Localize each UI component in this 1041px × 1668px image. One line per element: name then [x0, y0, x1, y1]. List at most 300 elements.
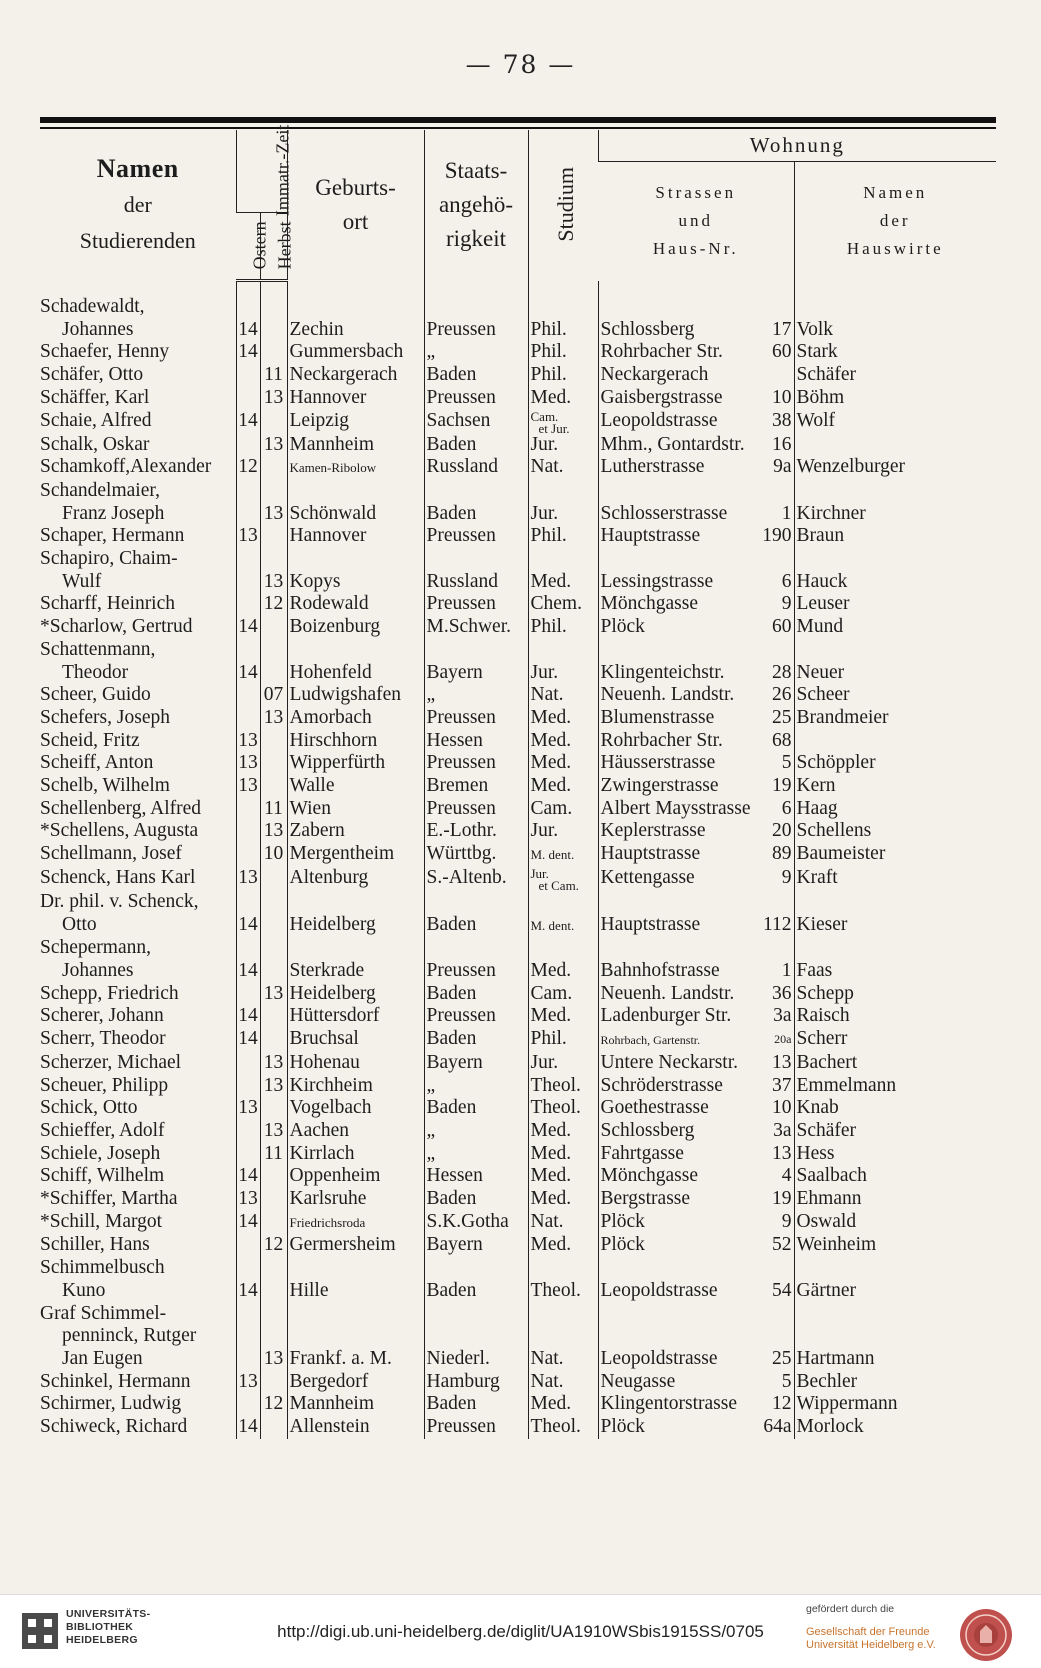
street-name: Rohrbacher Str. — [600, 729, 723, 751]
student-name-text: Schepp, Friedrich — [40, 982, 179, 1004]
student-name-text: Schenck, Hans Karl — [40, 866, 196, 888]
immatr-herbst — [260, 662, 287, 685]
nationality — [424, 319, 528, 342]
nationality — [424, 937, 528, 960]
immatr-ostern-text: 14 — [238, 1165, 258, 1187]
nationality — [424, 503, 528, 526]
field-of-study-text: Jur. — [530, 820, 559, 842]
table-row — [40, 503, 996, 526]
sponsor-caption: gefördert durch die — [806, 1603, 895, 1615]
street-address — [598, 434, 794, 457]
field-of-study-text: Med. — [530, 570, 572, 592]
birthplace-text: Bergedorf — [289, 1370, 369, 1392]
header-staats-3: rigkeit — [445, 226, 507, 252]
landlord-text: Braun — [796, 525, 845, 547]
nationality-text: Baden — [426, 433, 477, 455]
landlord — [794, 867, 996, 891]
landlord-text: Schäfer — [796, 1119, 857, 1141]
immatr-herbst — [260, 1211, 287, 1235]
immatr-herbst — [260, 983, 287, 1006]
nationality-text: Preussen — [426, 752, 496, 774]
nationality — [424, 730, 528, 753]
field-of-study-text: Med. — [530, 729, 572, 751]
field-of-study — [528, 593, 598, 616]
immatr-herbst-text: 11 — [264, 364, 283, 386]
birthplace-text: Heidelberg — [289, 913, 376, 935]
landlord — [794, 571, 996, 594]
field-of-study-text: Cam. — [530, 982, 573, 1004]
immatr-ostern-text: 14 — [238, 1210, 258, 1232]
birthplace — [287, 525, 424, 548]
student-name-text: *Schellens, Augusta — [40, 820, 199, 842]
immatr-herbst-text: 11 — [264, 1142, 283, 1164]
field-of-study — [528, 1028, 598, 1052]
birthplace — [287, 1371, 424, 1394]
birthplace — [287, 1325, 424, 1348]
nationality-text: „ — [426, 1142, 436, 1164]
table-row — [40, 684, 996, 707]
header-immatr-zeit — [236, 124, 292, 217]
table-row — [40, 1348, 996, 1371]
field-of-study — [528, 480, 598, 503]
immatr-herbst-text: 11 — [264, 797, 283, 819]
field-of-study — [528, 456, 598, 480]
house-number: 89 — [772, 843, 792, 865]
field-of-study — [528, 1097, 598, 1120]
student-name — [40, 1211, 236, 1235]
street-address — [598, 1234, 794, 1257]
student-name-text: Johannes — [62, 959, 134, 981]
landlord — [794, 1303, 996, 1326]
header-strassen-1: Strassen — [655, 183, 737, 203]
field-of-study-text: Phil. — [530, 341, 567, 363]
table-row — [40, 593, 996, 616]
immatr-ostern — [236, 1188, 260, 1211]
student-name — [40, 662, 236, 685]
header-immatr-zeit-label: Immatr.-Zeit — [271, 124, 292, 217]
nationality — [424, 548, 528, 571]
source-url-link[interactable]: http://digi.ub.uni-heidelberg.de/diglit/UA1910WSbis1915SS/0705 — [277, 1622, 764, 1641]
birthplace — [287, 1165, 424, 1188]
field-of-study-text: Med. — [530, 1165, 572, 1187]
table-row — [40, 867, 996, 891]
landlord-text: Wenzelburger — [796, 456, 906, 478]
immatr-ostern-text: 13 — [238, 1097, 258, 1119]
street-address — [598, 1303, 794, 1326]
immatr-herbst — [260, 1325, 287, 1348]
street-name: Keplerstrasse — [600, 820, 706, 842]
house-number: 10 — [772, 386, 792, 408]
nationality-text: Bremen — [426, 775, 489, 797]
landlord-text: Weinheim — [796, 1234, 877, 1256]
student-name-text: Schandelmaier, — [40, 479, 160, 501]
birthplace-text: Friedrichsroda — [289, 1214, 366, 1230]
nationality — [424, 1143, 528, 1166]
immatr-ostern-text: 14 — [238, 1028, 258, 1050]
landlord-text: Schöppler — [796, 752, 876, 774]
house-number: 4 — [781, 1165, 792, 1187]
field-of-study — [528, 1052, 598, 1075]
student-name-text: Scherzer, Michael — [40, 1051, 182, 1073]
immatr-herbst — [260, 296, 287, 319]
table-row — [40, 752, 996, 775]
field-of-study — [528, 1188, 598, 1211]
nationality-text: Baden — [426, 1097, 477, 1119]
student-name-text: Schellmann, Josef — [40, 843, 182, 865]
birthplace — [287, 387, 424, 410]
street-address — [598, 387, 794, 410]
landlord — [794, 1005, 996, 1028]
landlord — [794, 775, 996, 798]
birthplace — [287, 1097, 424, 1120]
immatr-herbst — [260, 843, 287, 867]
immatr-herbst — [260, 891, 287, 914]
landlord — [794, 1371, 996, 1394]
birthplace-text: Hille — [289, 1279, 329, 1301]
field-of-study-text: Phil. — [530, 364, 567, 386]
landlord-text: Baumeister — [796, 843, 886, 865]
field-of-study — [528, 983, 598, 1006]
birthplace-text: Amorbach — [289, 706, 372, 728]
immatr-ostern — [236, 639, 260, 662]
nationality-text: Bayern — [426, 661, 483, 683]
landlord-text: Schellens — [796, 820, 872, 842]
birthplace — [287, 983, 424, 1006]
street-name: Plöck — [600, 1210, 645, 1232]
nationality-text: Preussen — [426, 386, 496, 408]
nationality — [424, 1234, 528, 1257]
table-row — [40, 456, 996, 480]
landlord — [794, 1052, 996, 1075]
header-wohnung: Wohnung — [598, 130, 996, 162]
student-name-text: Schirmer, Ludwig — [40, 1393, 182, 1415]
field-of-study-text: Phil. — [530, 616, 567, 638]
immatr-ostern — [236, 1120, 260, 1143]
student-name-text: Schaper, Hermann — [40, 525, 185, 547]
student-name-text: Scherer, Johann — [40, 1005, 164, 1027]
landlord — [794, 937, 996, 960]
immatr-ostern — [236, 960, 260, 983]
library-line-1: UNIVERSITÄTS- — [66, 1608, 151, 1620]
student-name-text: Wulf — [62, 570, 102, 592]
landlord — [794, 1188, 996, 1211]
birthplace-text: Bruchsal — [289, 1028, 359, 1050]
student-name-text: Schiller, Hans — [40, 1234, 150, 1256]
field-of-study-text: Cam. — [530, 409, 559, 424]
immatr-herbst — [260, 1165, 287, 1188]
birthplace-text: Allenstein — [289, 1416, 370, 1438]
landlord-text: Saalbach — [796, 1165, 867, 1187]
immatr-ostern — [236, 752, 260, 775]
field-of-study — [528, 1303, 598, 1326]
student-name-text: Schiff, Wilhelm — [40, 1165, 165, 1187]
immatr-ostern-text: 14 — [238, 1416, 258, 1438]
field-of-study — [528, 707, 598, 730]
house-number: 190 — [762, 525, 792, 547]
table-row — [40, 616, 996, 639]
immatr-herbst-text: 13 — [263, 1051, 284, 1073]
field-of-study — [528, 525, 598, 548]
table-row — [40, 1005, 996, 1028]
nationality-text: Hessen — [426, 1165, 483, 1187]
table-row — [40, 1280, 996, 1303]
table-row — [40, 730, 996, 753]
field-of-study — [528, 616, 598, 639]
table-row — [40, 1393, 996, 1416]
birthplace — [287, 1303, 424, 1326]
house-number: 13 — [772, 1142, 792, 1164]
immatr-ostern-text: 13 — [238, 1370, 258, 1392]
table-row — [40, 1165, 996, 1188]
nationality — [424, 960, 528, 983]
landlord-text: Mund — [796, 616, 844, 638]
street-name: Hauptstrasse — [600, 843, 701, 865]
street-name: Mönchgasse — [600, 1165, 698, 1187]
student-name-text: Franz Joseph — [62, 502, 165, 524]
header-namen-title: Namen — [96, 154, 179, 184]
house-number: 10 — [772, 1097, 792, 1119]
nationality — [424, 639, 528, 662]
field-of-study — [528, 1325, 598, 1348]
student-name — [40, 387, 236, 410]
landlord-text: Haag — [796, 797, 838, 819]
birthplace — [287, 571, 424, 594]
landlord — [794, 1280, 996, 1303]
nationality — [424, 1257, 528, 1280]
student-name — [40, 1348, 236, 1371]
student-name — [40, 593, 236, 616]
student-name — [40, 914, 236, 938]
university-seal-icon — [958, 1607, 1014, 1663]
street-address — [598, 1325, 794, 1348]
student-name-text: Schäffer, Karl — [40, 386, 150, 408]
table-row — [40, 1097, 996, 1120]
nationality — [424, 1211, 528, 1235]
nationality — [424, 798, 528, 821]
nationality-text: Preussen — [426, 706, 496, 728]
immatr-ostern-text: 13 — [238, 775, 258, 797]
header-ostern-label: Ostern — [249, 221, 270, 270]
field-of-study-line2: et Jur. — [538, 420, 570, 434]
immatr-ostern — [236, 410, 260, 434]
street-address — [598, 364, 794, 387]
field-of-study — [528, 639, 598, 662]
field-of-study — [528, 1371, 598, 1394]
nationality — [424, 1393, 528, 1416]
student-name — [40, 1257, 236, 1280]
birthplace-text: Kamen-Ribolow — [289, 460, 377, 476]
street-name: Fahrtgasse — [600, 1142, 684, 1164]
landlord-text: Bechler — [796, 1370, 858, 1392]
landlord — [794, 639, 996, 662]
landlord-text: Leuser — [796, 593, 850, 615]
field-of-study — [528, 798, 598, 821]
landlord — [794, 983, 996, 1006]
immatr-herbst-text: 07 — [263, 684, 284, 706]
field-of-study-text: Theol. — [530, 1097, 581, 1119]
birthplace-text: Leipzig — [289, 409, 350, 431]
street-address — [598, 1348, 794, 1371]
field-of-study-text: Med. — [530, 1234, 572, 1256]
field-of-study-line2: et Cam. — [538, 877, 579, 891]
immatr-herbst-text: 13 — [263, 502, 284, 524]
immatr-ostern — [236, 525, 260, 548]
street-name: Schlossberg — [600, 318, 695, 340]
immatr-herbst — [260, 960, 287, 983]
landlord-text: Stark — [796, 341, 838, 363]
immatr-ostern — [236, 1143, 260, 1166]
landlord — [794, 434, 996, 457]
table-row — [40, 1416, 996, 1439]
immatr-herbst — [260, 616, 287, 639]
table-row — [40, 1325, 996, 1348]
header-namen-studierenden: Studierenden — [79, 228, 196, 254]
nationality — [424, 1348, 528, 1371]
immatr-ostern — [236, 341, 260, 364]
nationality-text: Preussen — [426, 593, 496, 615]
street-address — [598, 707, 794, 730]
student-name-text: Scheuer, Philipp — [40, 1074, 169, 1096]
immatr-ostern — [236, 843, 260, 867]
street-address — [598, 1120, 794, 1143]
student-name — [40, 1005, 236, 1028]
table-row — [40, 296, 996, 319]
immatr-ostern-text: 14 — [238, 616, 258, 638]
street-address — [598, 843, 794, 867]
table-row — [40, 1143, 996, 1166]
field-of-study-text: Jur. — [530, 1051, 559, 1073]
house-number: 25 — [772, 1347, 792, 1369]
house-number: 9 — [781, 866, 792, 888]
immatr-herbst — [260, 1416, 287, 1439]
student-name-text: Schadewaldt, — [40, 296, 145, 317]
nationality-text: Hamburg — [426, 1370, 500, 1392]
student-name — [40, 1052, 236, 1075]
table-row — [40, 525, 996, 548]
street-address — [598, 1416, 794, 1439]
birthplace-text: Oppenheim — [289, 1165, 381, 1187]
immatr-ostern — [236, 319, 260, 342]
street-name: Schröderstrasse — [600, 1074, 723, 1096]
landlord — [794, 1325, 996, 1348]
student-name-text: Schepermann, — [40, 937, 152, 959]
birthplace — [287, 503, 424, 526]
birthplace — [287, 1028, 424, 1052]
birthplace-text: Sterkrade — [289, 959, 365, 981]
immatr-ostern — [236, 387, 260, 410]
street-address — [598, 891, 794, 914]
immatr-herbst — [260, 1120, 287, 1143]
birthplace — [287, 843, 424, 867]
header-strassen — [598, 162, 794, 281]
immatr-herbst-text: 13 — [263, 706, 284, 728]
student-name-text: Theodor — [62, 661, 129, 683]
house-number: 60 — [772, 616, 792, 638]
immatr-ostern — [236, 1075, 260, 1098]
header-geburtsort-2: ort — [342, 209, 369, 235]
landlord-text: Scheer — [796, 684, 850, 706]
field-of-study-text: Med. — [530, 706, 572, 728]
student-name — [40, 798, 236, 821]
field-of-study-text: Nat. — [530, 1347, 564, 1369]
landlord — [794, 1348, 996, 1371]
immatr-ostern-text: 14 — [238, 661, 258, 683]
field-of-study-text: Med. — [530, 1393, 572, 1415]
birthplace — [287, 364, 424, 387]
header-studium — [528, 130, 598, 281]
house-number: 13 — [772, 1051, 792, 1073]
birthplace — [287, 914, 424, 938]
birthplace-text: Mergentheim — [289, 843, 395, 865]
landlord — [794, 662, 996, 685]
house-number: 16 — [772, 433, 792, 455]
street-name: Mhm., Gontardstr. — [600, 433, 745, 455]
street-name: Neuenh. Landstr. — [600, 982, 735, 1004]
birthplace — [287, 1234, 424, 1257]
nationality — [424, 707, 528, 730]
street-address — [598, 1097, 794, 1120]
student-name — [40, 571, 236, 594]
birthplace-text: Hohenau — [289, 1051, 360, 1073]
house-number: 1 — [781, 959, 792, 981]
field-of-study-text: Jur. — [530, 661, 559, 683]
immatr-herbst — [260, 503, 287, 526]
house-number: 37 — [772, 1074, 792, 1096]
landlord-text: Volk — [796, 318, 833, 340]
header-staats-1: Staats- — [444, 158, 508, 184]
field-of-study — [528, 684, 598, 707]
immatr-ostern-text: 14 — [238, 913, 258, 935]
field-of-study — [528, 662, 598, 685]
street-address — [598, 548, 794, 571]
immatr-herbst — [260, 1097, 287, 1120]
street-name: Klingenteichstr. — [600, 661, 725, 683]
immatr-ostern — [236, 775, 260, 798]
student-name — [40, 319, 236, 342]
field-of-study — [528, 775, 598, 798]
student-name-text: *Scharlow, Gertrud — [40, 616, 193, 638]
student-name — [40, 1303, 236, 1326]
landlord — [794, 410, 996, 434]
student-name-text: Schalk, Oskar — [40, 433, 150, 455]
nationality-text: „ — [426, 1119, 436, 1141]
immatr-ostern — [236, 707, 260, 730]
table-row — [40, 983, 996, 1006]
nationality — [424, 1120, 528, 1143]
nationality-text: Russland — [426, 456, 499, 478]
birthplace — [287, 752, 424, 775]
house-number: 5 — [781, 1370, 792, 1392]
field-of-study-text: Nat. — [530, 1370, 564, 1392]
table-row — [40, 707, 996, 730]
student-name — [40, 843, 236, 867]
birthplace — [287, 1257, 424, 1280]
house-number: 25 — [772, 706, 792, 728]
birthplace-text: Kirchheim — [289, 1074, 373, 1096]
street-address — [598, 1165, 794, 1188]
landlord-text: Bachert — [796, 1051, 858, 1073]
landlord-text: Knab — [796, 1097, 839, 1119]
table-row — [40, 914, 996, 938]
student-name — [40, 937, 236, 960]
immatr-herbst — [260, 684, 287, 707]
nationality — [424, 410, 528, 434]
birthplace-text: Kopys — [289, 570, 341, 592]
field-of-study-text: M. dent. — [530, 917, 575, 933]
street-address — [598, 639, 794, 662]
field-of-study — [528, 1120, 598, 1143]
nationality-text: „ — [426, 684, 436, 706]
